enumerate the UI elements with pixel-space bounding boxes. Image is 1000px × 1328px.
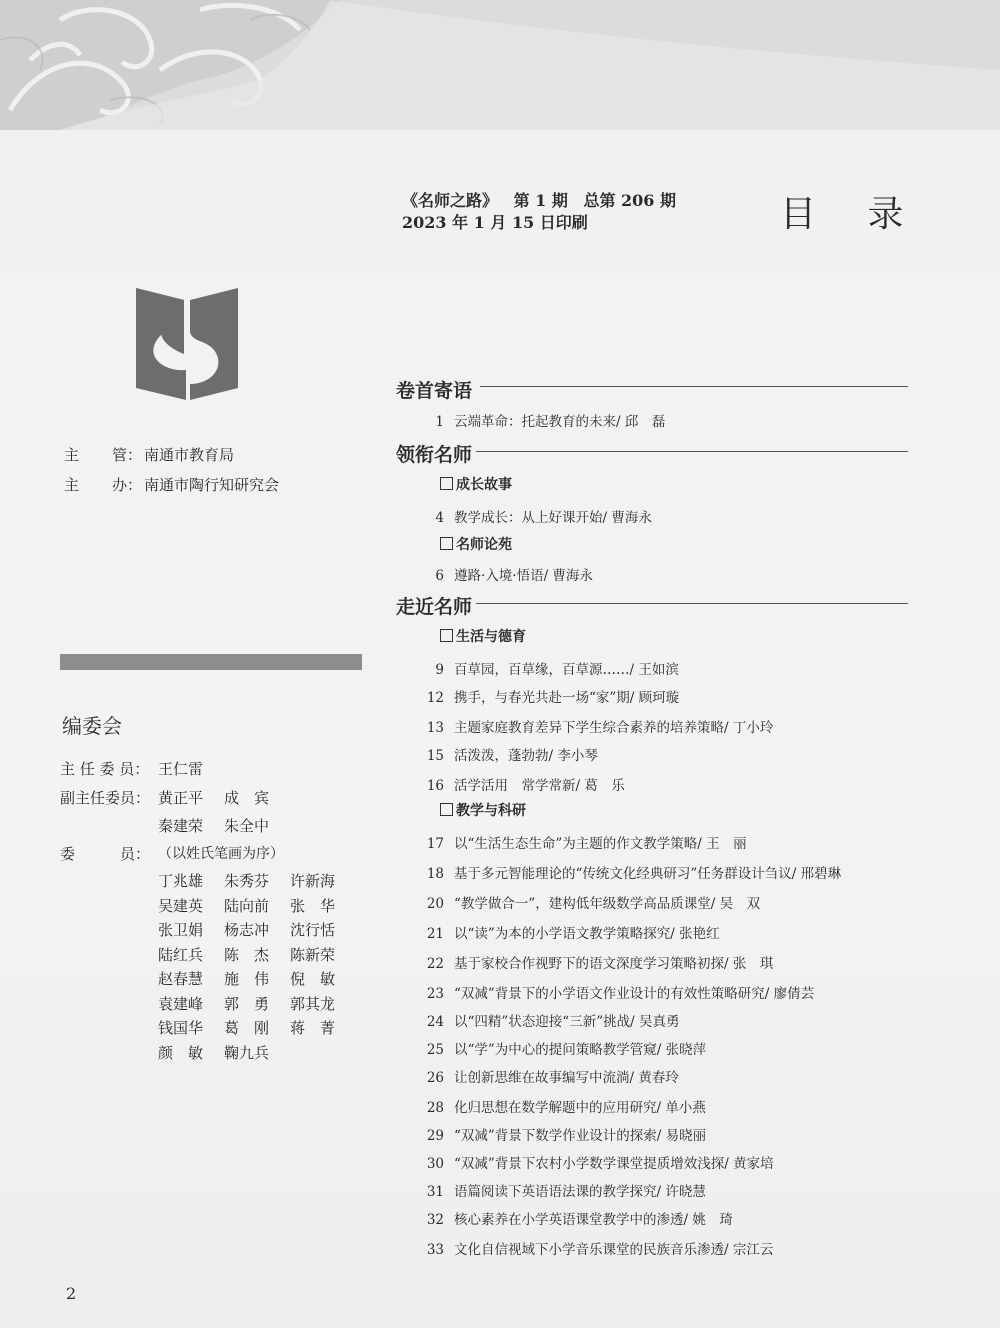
toc-entry[interactable] <box>400 1238 773 1258</box>
toc-page-number: 25 <box>426 1042 444 1058</box>
toc-entry[interactable] <box>400 832 747 852</box>
toc-entry-title: 主题家庭教育差异下学生综合素养的培养策略/ 丁小玲 <box>454 720 774 736</box>
toc-entry-title: 语篇阅读下英语语法课的教学探究/ 许晓慧 <box>454 1184 706 1200</box>
section-rule <box>476 603 908 604</box>
section-heading: 领衔名师 <box>396 444 473 466</box>
toc-entry-title: 化归思想在数学解题中的应用研究/ 单小燕 <box>454 1100 706 1116</box>
toc-page-number: 22 <box>426 956 444 972</box>
toc-entry[interactable] <box>400 410 665 430</box>
member-row: 颜 敏 鞠九兵 <box>158 1043 270 1062</box>
magazine-name: 《名师之路》 <box>402 191 499 210</box>
toc-entry-title: 以“四精”状态迎接“三新”挑战/ 吴真勇 <box>454 1014 680 1030</box>
toc-page-number: 21 <box>426 926 444 942</box>
toc-entry[interactable] <box>400 1096 706 1116</box>
toc-entry[interactable] <box>400 952 773 972</box>
toc-entry[interactable] <box>400 1152 774 1172</box>
toc-entry[interactable] <box>400 892 760 912</box>
toc-entry-title: 核心素养在小学英语课堂教学中的渗透/ 姚 琦 <box>454 1212 733 1228</box>
toc-page-number: 9 <box>435 662 444 678</box>
supervisor-row: 主 管： 南通市教育局 <box>64 446 235 464</box>
total-issue: 总第 206 期 <box>583 191 676 210</box>
toc-page-number: 13 <box>426 720 444 736</box>
toc-entry-title: “双减”背景下数学作业设计的探索/ 易晓丽 <box>454 1128 707 1144</box>
toc-page-number: 30 <box>426 1156 444 1172</box>
issue-number: 第 1 期 <box>513 191 568 210</box>
members-note: （以姓氏笔画为序） <box>158 846 284 862</box>
toc-entry-title: “双减”背景下的小学语文作业设计的有效性策略研究/ 廖倩芸 <box>454 986 815 1002</box>
toc-entry-title: 活泼泼，蓬勃勃/ 李小琴 <box>454 748 598 764</box>
toc-entry-title: 百草园，百草缘，百草源……/ 王如滨 <box>454 662 679 678</box>
floral-ornament <box>0 0 1000 130</box>
toc-entry[interactable] <box>400 1010 679 1030</box>
toc-entry-title: “教学做合一”，建构低年级数学高品质课堂/ 吴 双 <box>454 896 761 912</box>
member-row: 赵春慧 施 伟 倪 敏 <box>158 970 336 988</box>
toc-entry-title: 遵路·入境·悟语/ 曹海永 <box>454 568 593 584</box>
toc-entry[interactable] <box>400 922 720 942</box>
toc-page-number: 4 <box>435 510 444 526</box>
toc-title: 目 录 <box>780 194 924 235</box>
toc-page-number: 26 <box>426 1070 444 1086</box>
toc-entry-title: “双减”背景下农村小学数学课堂提质增效浅探/ 黄家培 <box>454 1156 774 1172</box>
members-label: 委 员： <box>60 845 151 863</box>
organizer-row: 主 办： 南通市陶行知研究会 <box>64 476 280 494</box>
toc-entry-title: 基于多元智能理论的“传统文化经典研习”任务群设计刍议/ 邢碧琳 <box>454 866 842 882</box>
toc-entry-title: 文化自信视域下小学音乐课堂的民族音乐渗透/ 宗江云 <box>454 1242 774 1258</box>
divider-bar <box>60 654 362 670</box>
toc-entry[interactable] <box>400 658 679 678</box>
section-heading: 卷首寄语 <box>396 380 473 402</box>
toc-entry-title: 以“读”为本的小学语文教学策略探究/ 张艳红 <box>454 926 720 942</box>
director-name: 王仁雷 <box>158 760 204 778</box>
toc-entry[interactable] <box>400 1066 679 1086</box>
toc-page-number: 24 <box>426 1014 444 1030</box>
toc-entry-title: 活学活用 常学常新/ 葛 乐 <box>454 778 625 794</box>
editorial-board-title: 编委会 <box>62 714 122 738</box>
print-date: 2023 年 1 月 15 日印刷 <box>402 213 588 232</box>
toc-entry[interactable] <box>400 862 841 882</box>
member-row: 钱国华 葛 刚 蒋 菁 <box>158 1019 336 1037</box>
section-rule <box>476 451 908 452</box>
toc-entry-title: 教学成长：从上好课开始/ 曹海永 <box>454 510 652 526</box>
subsection-heading: 生活与德育 <box>440 626 526 646</box>
toc-page-number: 6 <box>435 568 444 584</box>
magazine-logo <box>134 284 240 406</box>
subsection-heading: 名师论苑 <box>440 534 512 554</box>
toc-page-number: 16 <box>426 778 444 794</box>
vice-director-label: 副主任委员： <box>60 789 151 807</box>
toc-entry[interactable] <box>400 1038 706 1058</box>
toc-entry[interactable] <box>400 716 773 736</box>
director-label: 主 任 委 员： <box>60 760 150 778</box>
toc-page-number: 29 <box>426 1128 444 1144</box>
toc-entry-title: 云端革命：托起教育的未来/ 邱 磊 <box>454 414 666 430</box>
section-heading: 走近名师 <box>396 596 473 618</box>
toc-page-number: 28 <box>426 1100 444 1116</box>
magazine-header <box>402 190 686 234</box>
toc-entry[interactable] <box>400 982 814 1002</box>
subsection-heading: 成长故事 <box>440 474 512 494</box>
member-row: 丁兆雄 朱秀芬 许新海 <box>158 872 336 890</box>
toc-entry-title: 以“学”为中心的提问策略教学管窥/ 张晓萍 <box>454 1042 707 1058</box>
member-row: 吴建英 陆向前 张 华 <box>158 896 336 915</box>
toc-page-number: 1 <box>435 414 444 430</box>
toc-page-number: 18 <box>426 866 444 882</box>
vice-director-row: 黄正平 成 宾 <box>158 789 270 807</box>
toc-page-number: 12 <box>426 690 444 706</box>
toc-entry[interactable] <box>400 686 679 706</box>
toc-entry-title: 基于家校合作视野下的语文深度学习策略初探/ 张 琪 <box>454 956 774 972</box>
toc-entry[interactable] <box>400 1180 706 1200</box>
toc-page-number: 32 <box>426 1212 444 1228</box>
subsection-heading: 教学与科研 <box>440 800 526 820</box>
member-row: 张卫娟 杨志冲 沈行恬 <box>158 921 336 939</box>
toc-entry[interactable] <box>400 506 652 526</box>
toc-entry[interactable] <box>400 1124 706 1144</box>
toc-page-number: 20 <box>426 896 444 912</box>
toc-page-number: 17 <box>426 836 444 852</box>
toc-entry[interactable] <box>400 744 598 764</box>
vice-director-row: 秦建荣 朱全中 <box>158 817 270 835</box>
toc-page-number: 23 <box>426 986 444 1002</box>
page-number: 2 <box>66 1284 77 1303</box>
supervisor-value: 南通市教育局 <box>144 446 235 464</box>
toc-entry-title: 以“生活生态生命”为主题的作文教学策略/ 王 丽 <box>454 836 747 852</box>
toc-page-number: 31 <box>426 1184 444 1200</box>
toc-entry-title: 让创新思维在故事编写中流淌/ 黄春玲 <box>454 1070 679 1086</box>
toc-page-number: 33 <box>426 1242 444 1258</box>
section-rule <box>480 386 908 387</box>
toc-entry[interactable] <box>400 564 593 584</box>
member-row: 陆红兵 陈 杰 陈新荣 <box>158 945 336 964</box>
member-row: 袁建峰 郭 勇 郭其龙 <box>158 994 336 1013</box>
toc-page-number: 15 <box>426 748 444 764</box>
organizer-value: 南通市陶行知研究会 <box>144 476 280 494</box>
toc-entry[interactable] <box>400 774 625 794</box>
toc-entry-title: 携手，与春光共赴一场“家”期/ 顾珂璇 <box>454 690 680 706</box>
toc-entry[interactable] <box>400 1208 733 1228</box>
